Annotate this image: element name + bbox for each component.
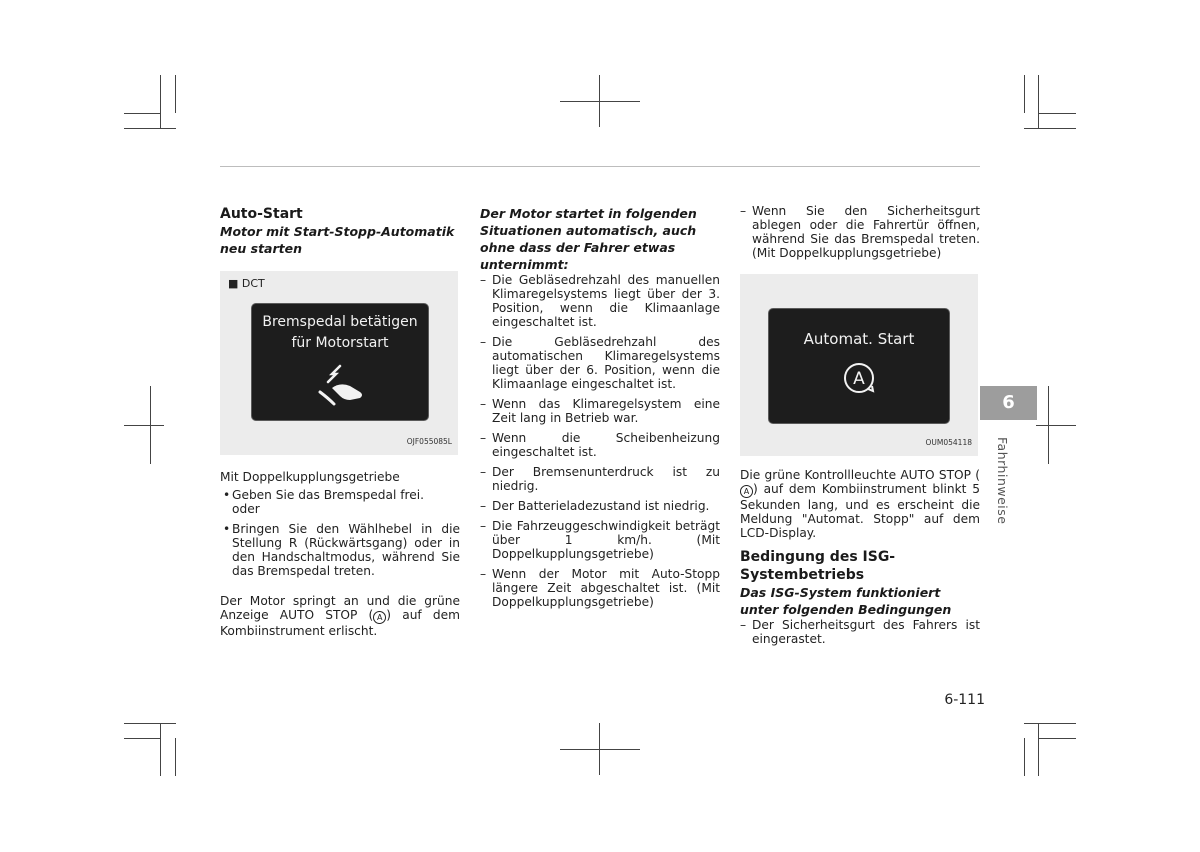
auto-start-a-circle-icon xyxy=(839,358,879,398)
header-rule xyxy=(220,166,980,167)
chapter-label: Fahrhinweise xyxy=(995,437,1010,525)
crop-mark xyxy=(124,128,176,129)
registration-mark xyxy=(599,75,600,127)
crop-mark xyxy=(175,738,176,776)
figure-tag: ■ DCT xyxy=(228,277,265,290)
list-item: – Wenn das Klimaregelsystem eine Zeit lang in Betrieb war. xyxy=(480,397,720,425)
list-item: – Die Gebläsedrehzahl des manuellen Klimaregelsystems liegt über der 3. Position, wenn die Klimaanlage eingeschaltet ist. xyxy=(480,273,720,329)
bullet-list xyxy=(220,488,460,578)
registration-mark xyxy=(560,101,640,102)
paragraph: Der Motor springt an und die grüne Anzeige AUTO STOP ( A ) auf dem Kombiinstrument erlischt. xyxy=(220,594,461,638)
condition-list-continued xyxy=(740,204,980,260)
crop-mark xyxy=(1038,75,1039,128)
registration-mark xyxy=(1048,386,1049,464)
figure-brake-message xyxy=(220,271,458,455)
list-item: – Der Sicherheitsgurt des Fahrers ist eingerastet. xyxy=(740,618,980,646)
list-item: – Wenn Sie den Sicherheitsgurt ablegen oder die Fahrertür öffnen, während Sie das Bremspedal treten. (Mit Doppelkupplungsgetriebe) xyxy=(740,204,980,260)
display-line-1: Bremspedal betätigen xyxy=(262,314,418,330)
svg-text:A: A xyxy=(853,369,865,389)
list-item: – Der Bremsenunterdruck ist zu niedrig. xyxy=(480,465,720,493)
crop-mark xyxy=(124,723,176,724)
section-subtitle: Motor mit Start-Stopp-Automatik neu starten xyxy=(220,224,455,256)
crop-mark xyxy=(160,723,161,776)
foot-on-brake-pedal-icon xyxy=(310,362,370,408)
display-line-2: für Motorstart xyxy=(291,335,389,351)
section-title: Bedingung des ISG-Systembetriebs xyxy=(740,549,896,583)
registration-mark xyxy=(599,723,600,775)
crop-mark xyxy=(1038,723,1039,776)
crop-mark xyxy=(1024,738,1025,776)
registration-mark xyxy=(150,386,151,464)
registration-mark xyxy=(1036,425,1076,426)
list-item: • Bringen Sie den Wählhebel in die Stellung R (Rückwärtsgang) oder in den Handschaltmodus, während Sie das Bremspedal treten. xyxy=(220,522,460,578)
list-item: • Geben Sie das Bremspedal frei. oder xyxy=(220,488,460,516)
registration-mark xyxy=(124,425,164,426)
list-item: – Wenn der Motor mit Auto-Stopp längere Zeit abgeschaltet ist. (Mit Doppelkupplungsgetriebe) xyxy=(480,567,720,609)
crop-mark xyxy=(175,75,176,113)
list-item: – Der Batterieladezustand ist niedrig. xyxy=(480,499,720,513)
auto-stop-icon: A xyxy=(373,611,386,624)
figure-code: OUM054118 xyxy=(925,438,972,447)
crop-mark xyxy=(1024,723,1076,724)
cluster-display xyxy=(251,303,429,421)
crop-mark xyxy=(1024,75,1025,113)
crop-mark xyxy=(1039,113,1076,114)
section-label: Mit Doppelkupplungsgetriebe xyxy=(220,470,400,484)
cluster-display xyxy=(768,308,950,424)
page-number: 6-111 xyxy=(944,692,985,708)
list-item: – Die Gebläsedrehzahl des automatischen Klimaregelsystems liegt über der 6. Position, wenn die Klimaanlage eingeschaltet ist. xyxy=(480,335,720,391)
condition-list xyxy=(480,273,720,609)
section-subtitle: Das ISG-System funktioniert unter folgenden Bedingungen xyxy=(740,585,952,617)
crop-mark xyxy=(1039,738,1076,739)
figure-code: OJF055085L xyxy=(406,437,452,446)
column-right xyxy=(740,204,980,652)
column-middle xyxy=(480,205,720,615)
crop-mark xyxy=(124,113,160,114)
auto-stop-icon: A xyxy=(740,485,753,498)
condition-list xyxy=(740,618,980,646)
list-item: – Wenn die Scheibenheizung eingeschaltet ist. xyxy=(480,431,720,459)
crop-mark xyxy=(1024,128,1076,129)
list-item: – Die Fahrzeuggeschwindigkeit beträgt über 1 km/h. (Mit Doppelkupplungsgetriebe) xyxy=(480,519,720,561)
section-heading: Der Motor startet in folgenden Situationen automatisch, auch ohne dass der Fahrer etwas unternimmt: xyxy=(480,206,697,272)
section-title: Auto-Start xyxy=(220,206,303,222)
crop-mark xyxy=(160,75,161,128)
display-text: Automat. Start xyxy=(803,330,915,348)
figure-auto-start xyxy=(740,274,978,456)
column-left xyxy=(220,205,460,638)
chapter-number-tab: 6 xyxy=(980,386,1037,420)
crop-mark xyxy=(124,738,160,739)
paragraph: Die grüne Kontrollleuchte AUTO STOP (A ) auf dem Kombiinstrument blinkt 5 Sekunden lang, und es erscheint die Meldung "Automat. Stopp" auf dem LCD-Display. xyxy=(740,468,980,540)
registration-mark xyxy=(560,749,640,750)
